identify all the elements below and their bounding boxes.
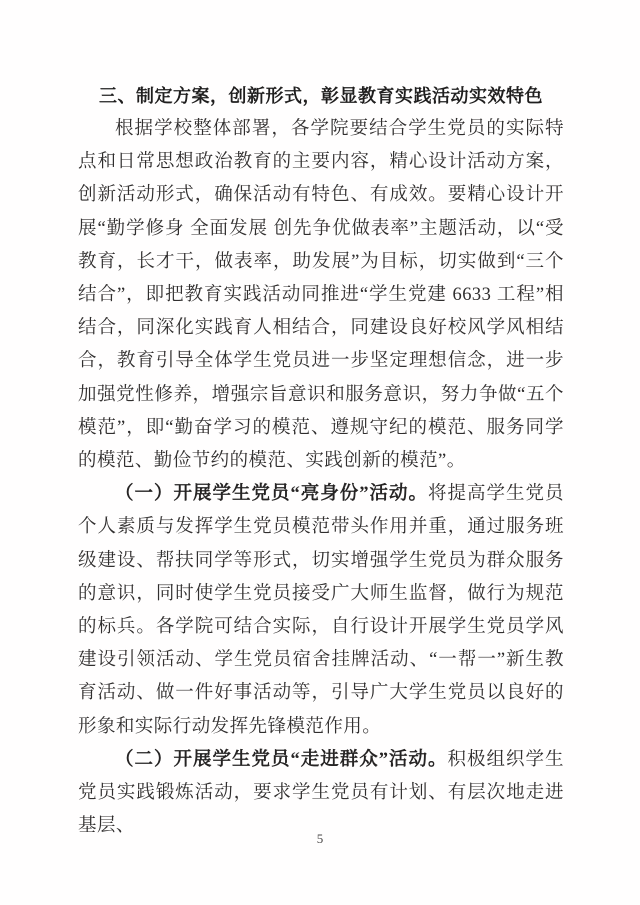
paragraph-section-2-text: 积极组织学生党员实践锻炼活动，要求学生党员有计划、有层次地走进基层、 <box>78 749 564 837</box>
page-number: 5 <box>316 831 324 846</box>
section-heading: 三、制定方案，创新形式，彰显教育实践活动实效特色 <box>99 86 543 106</box>
section-1-lead: （一）开展学生党员“亮身份”活动。 <box>115 484 429 505</box>
section-2-lead: （二）开展学生党员“走进群众”活动。 <box>115 749 448 770</box>
paragraph-section-1 <box>78 478 564 744</box>
paragraph-section-2 <box>78 744 564 844</box>
paragraph-section-1-text: 将提高学生党员个人素质与发挥学生党员模范带头作用并重，通过服务班级建设、帮扶同学等形式，切实增强学生党员为群众服务的意识，同时使学生党员接受广大师生监督，做行为规范的标兵。各学院可结合实际，自行设计开展学生党员学风建设引领活动、学生党员宿舍挂牌活动、“一帮一”新生教育活动、做一件好事活动等，引导广大学生党员以良好的形象和实际行动发挥先锋模范作用。 <box>78 484 564 737</box>
text-block <box>78 80 564 843</box>
paragraph-intro <box>78 113 564 478</box>
paragraph-intro-text: 根据学校整体部署，各学院要结合学生党员的实际特点和日常思想政治教育的主要内容，精心设计活动方案，创新活动形式，确保活动有特色、有成效。要精心设计开展“勤学修身 全面发展 创先争优做表率”主题活动，以“受教育，长才干，做表率，助发展”为目标，切实做到“三个结合”，即把教育实践活动同推进“学生党建 6633 工程”相结合，同深化实践育人相结合，同建设良好校风学风相结合，教育引导全体学生党员进一步坚定理想信念，进一步加强党性修养，增强宗旨意识和服务意识，努力争做“五个模范”，即“勤奋学习的模范、遵规守纪的模范、服务同学的模范、勤俭节约的模范、实践创新的模范”。 <box>78 119 564 472</box>
